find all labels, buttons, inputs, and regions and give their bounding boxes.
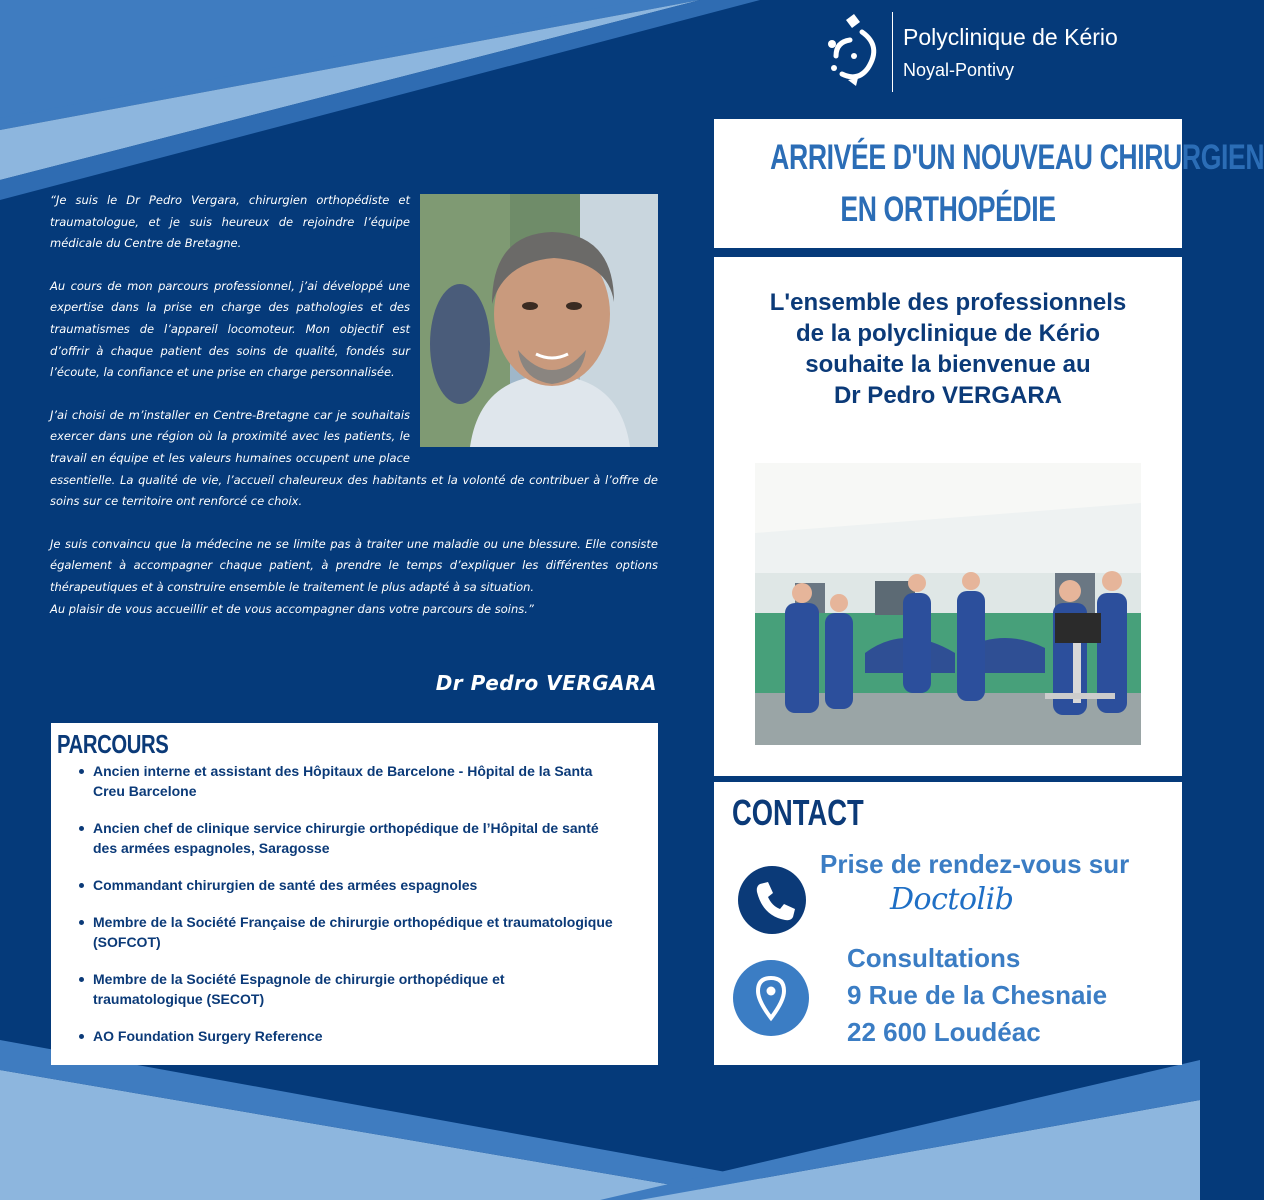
quote-paragraph-5: Au plaisir de vous accueillir et de vous accompagner dans votre parcours de soins.” bbox=[50, 601, 534, 616]
quote-paragraph-2: Au cours de mon parcours professionnel, j’ai développé une expertise dans la prise en charge des pathologies et des traumatismes de l’appareil locomoteur. Mon objectif est d’offrir à chaque patient des soins de qualité, fondés sur l’écoute, la confiance et une prise en charge personnalisée. bbox=[50, 278, 410, 380]
phone-icon[interactable] bbox=[738, 866, 806, 934]
welcome-line-3: souhaite la bienvenue au bbox=[805, 351, 1091, 378]
quote-paragraph-1: “Je suis le Dr Pedro Vergara, chirurgien orthopédiste et traumatologue, et je suis heureux de rejoindre l’équipe médicale du Centre de Bretagne. bbox=[50, 193, 410, 251]
doctor-portrait bbox=[420, 194, 658, 447]
appointment-label: Prise de rendez-vous sur bbox=[820, 849, 1130, 879]
welcome-line-2: de la polyclinique de Kério bbox=[795, 320, 1101, 347]
parcours-list bbox=[93, 761, 613, 1063]
parcours-title: PARCOURS bbox=[57, 729, 169, 759]
welcome-message bbox=[714, 287, 1182, 411]
announcement-panel bbox=[714, 119, 1264, 248]
logo-place: Noyal-Pontivy bbox=[903, 60, 1015, 80]
announcement-line-1: ARRIVÉE D'UN NOUVEAU CHIRURGIEN bbox=[770, 138, 1264, 177]
address-line-1: Consultations bbox=[847, 943, 1021, 973]
polyclinique-logo-icon bbox=[818, 10, 888, 90]
parcours-item: AO Foundation Surgery Reference bbox=[93, 1026, 613, 1046]
announcement-line-2: EN ORTHOPÉDIE bbox=[840, 190, 1056, 229]
logo-name: Polyclinique de Kério bbox=[903, 24, 1118, 50]
contact-title: CONTACT bbox=[732, 792, 864, 833]
quote-paragraph-3: J’ai choisi de m’installer en Centre-Bretagne car je souhaitais exercer dans une région où la proximité avec les patients, le travail en équipe et les valeurs humaines occupent une place essentielle. La qualité de vie, l’accueil chaleureux des habitants et la volonté de contribuer à l’offre de soins sur ce territoire ont renforcé ce choix. bbox=[50, 407, 658, 509]
parcours-item: Commandant chirurgien de santé des armées espagnoles bbox=[93, 875, 613, 895]
doctor-signature: Dr Pedro VERGARA bbox=[435, 671, 657, 695]
welcome-line-4: Dr Pedro VERGARA bbox=[833, 382, 1063, 409]
address-line-3: 22 600 Loudéac bbox=[847, 1017, 1041, 1047]
address-line-2: 9 Rue de la Chesnaie bbox=[847, 980, 1108, 1010]
surgical-team-photo bbox=[755, 463, 1141, 745]
announcement-title bbox=[770, 132, 1264, 236]
welcome-line-1: L'ensemble des professionnels bbox=[769, 289, 1127, 316]
doctolib-link[interactable]: Doctolib bbox=[890, 882, 1014, 917]
consultation-address bbox=[847, 940, 1107, 1051]
location-pin-icon bbox=[733, 960, 809, 1036]
parcours-item: Membre de la Société Espagnole de chirurgie orthopédique et traumatologique (SECOT) bbox=[93, 969, 613, 1009]
parcours-item: Membre de la Société Française de chirurgie orthopédique et traumatologique (SOFCOT) bbox=[93, 914, 613, 950]
parcours-section bbox=[51, 723, 658, 1065]
logo-divider bbox=[892, 12, 893, 92]
doctor-quote bbox=[50, 190, 658, 620]
welcome-panel bbox=[714, 257, 1182, 776]
parcours-item: Ancien interne et assistant des Hôpitaux de Barcelone - Hôpital de la Santa Creu Barcelone bbox=[93, 761, 613, 801]
quote-paragraph-4: Je suis convaincu que la médecine ne se limite pas à traiter une maladie ou une blessure. Elle consiste également à accompagner chaque patient, à prendre le temps d’expliquer les différentes options thérapeutiques et à construire ensemble le traitement le plus adapté à sa situation. bbox=[50, 536, 658, 594]
parcours-item: Ancien chef de clinique service chirurgie orthopédique de l’Hôpital de santé des armées espagnoles, Saragosse bbox=[93, 818, 613, 858]
contact-panel bbox=[714, 782, 1182, 1065]
